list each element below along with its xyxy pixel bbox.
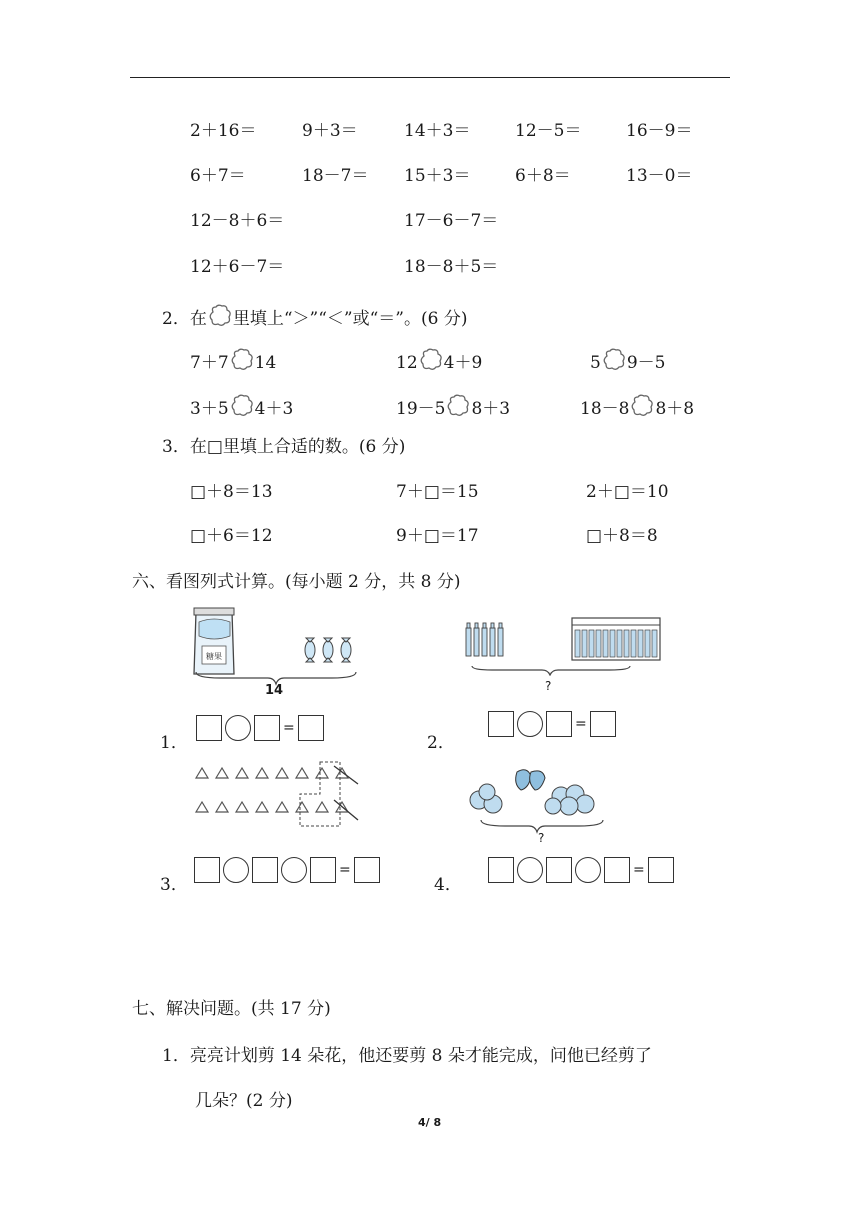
equation-4 [488,857,674,885]
equation-3 [194,857,380,885]
calc-item: 2＋16＝ [190,121,257,141]
answer-box[interactable] [298,715,324,741]
operator-circle[interactable] [517,857,543,883]
label-2: 2． [427,733,455,753]
compare-right: 4＋9 [443,353,483,373]
calc-item: 9＋3＝ [302,121,358,141]
berry-icon [470,784,594,815]
calc-item: 6＋7＝ [190,166,246,186]
calc-item: 13－0＝ [626,166,693,186]
compare-left: 18－8 [580,399,630,419]
fill-item: 9＋□＝17 [396,526,479,546]
calc-item: 12＋6－7＝ [190,257,285,277]
cloud-icon [207,304,233,328]
calc-item: 6＋8＝ [515,166,571,186]
q3-title: 3．在□里填上合适的数。(6 分) [162,437,406,457]
picture-2 [462,612,667,676]
compare-left: 19－5 [396,399,446,419]
equation-1 [196,715,324,743]
fill-item: 7＋□＝15 [396,482,479,502]
label-1: 1． [160,733,188,753]
cloud-icon [629,394,655,418]
answer-box[interactable] [604,857,630,883]
answer-box[interactable] [196,715,222,741]
compare-item [190,348,276,373]
problem-1-line2: 几朵？(2 分) [195,1091,293,1111]
q2-number: 2． [162,309,190,329]
answer-box[interactable] [310,857,336,883]
answer-box[interactable] [252,857,278,883]
equals-sign: = [575,716,587,732]
calc-item: 12－5＝ [515,121,582,141]
compare-item [396,394,510,419]
q2-pre: 在 [189,309,207,329]
picture-3 [190,758,370,830]
fill-item: □＋8＝13 [190,482,273,502]
triangle-icon [196,768,348,812]
answer-box[interactable] [254,715,280,741]
calc-item: 15＋3＝ [404,166,471,186]
fill-item: □＋6＝12 [190,526,273,546]
bottle-crate-icon [572,618,660,660]
page-number: 4/ 8 [418,1116,442,1129]
compare-item [580,394,694,419]
compare-left: 12 [396,353,418,373]
operator-circle[interactable] [225,715,251,741]
fill-item: □＋8＝8 [586,526,658,546]
operator-circle[interactable] [575,857,601,883]
fill-item: 2＋□＝10 [586,482,669,502]
compare-item [396,348,482,373]
equation-2 [488,711,616,739]
candy-bag-icon [194,608,234,674]
compare-right: 4＋3 [254,399,294,419]
equals-sign: = [633,862,645,878]
answer-box[interactable] [194,857,220,883]
calc-item: 16－9＝ [626,121,693,141]
q2-title [162,304,467,329]
answer-box[interactable] [546,711,572,737]
answer-box[interactable] [546,857,572,883]
answer-box[interactable] [488,711,514,737]
q2-post: 里填上“＞”“＜”或“＝”。(6 分) [232,309,468,329]
compare-right: 14 [254,353,277,373]
section7-title: 七、解决问题。(共 17 分) [132,999,331,1019]
cloud-icon [601,348,627,372]
picture-1-total: 14 [265,683,284,698]
compare-right: 8＋3 [471,399,511,419]
answer-box[interactable] [488,857,514,883]
cloud-icon [445,394,471,418]
label-4: 4． [434,875,462,895]
compare-item [590,348,665,373]
picture-2-question: ? [545,679,552,693]
answer-box[interactable] [590,711,616,737]
equals-sign: = [283,720,295,736]
calc-item: 12－8＋6＝ [190,211,285,231]
bag-label: 糖果 [206,652,222,661]
strawberry-icon [516,770,545,790]
answer-box[interactable] [354,857,380,883]
calc-item: 18－7＝ [302,166,369,186]
answer-box[interactable] [648,857,674,883]
cloud-icon [418,348,444,372]
compare-left: 7＋7 [190,353,229,373]
header-rule [130,77,730,78]
calc-item: 18－8＋5＝ [404,257,499,277]
equals-sign: = [339,862,351,878]
calc-item: 17－6－7＝ [404,211,499,231]
problem-1-line1: 1．亮亮计划剪 14 朵花，他还要剪 8 朵才能完成，问他已经剪了 [162,1046,652,1066]
candy-icon [305,638,351,662]
operator-circle[interactable] [223,857,249,883]
brace-icon [472,666,630,675]
bottle-icon [466,623,503,656]
operator-circle[interactable] [517,711,543,737]
section6-title: 六、看图列式计算。(每小题 2 分，共 8 分) [132,572,461,592]
cloud-icon [229,348,255,372]
label-3: 3． [160,875,188,895]
compare-item [190,394,293,419]
operator-circle[interactable] [281,857,307,883]
compare-right: 9－5 [626,353,666,373]
compare-left: 3＋5 [190,399,229,419]
cloud-icon [229,394,255,418]
compare-left: 5 [590,353,601,373]
picture-4-question: ? [538,831,545,845]
compare-right: 8＋8 [655,399,695,419]
calc-item: 14＋3＝ [404,121,471,141]
